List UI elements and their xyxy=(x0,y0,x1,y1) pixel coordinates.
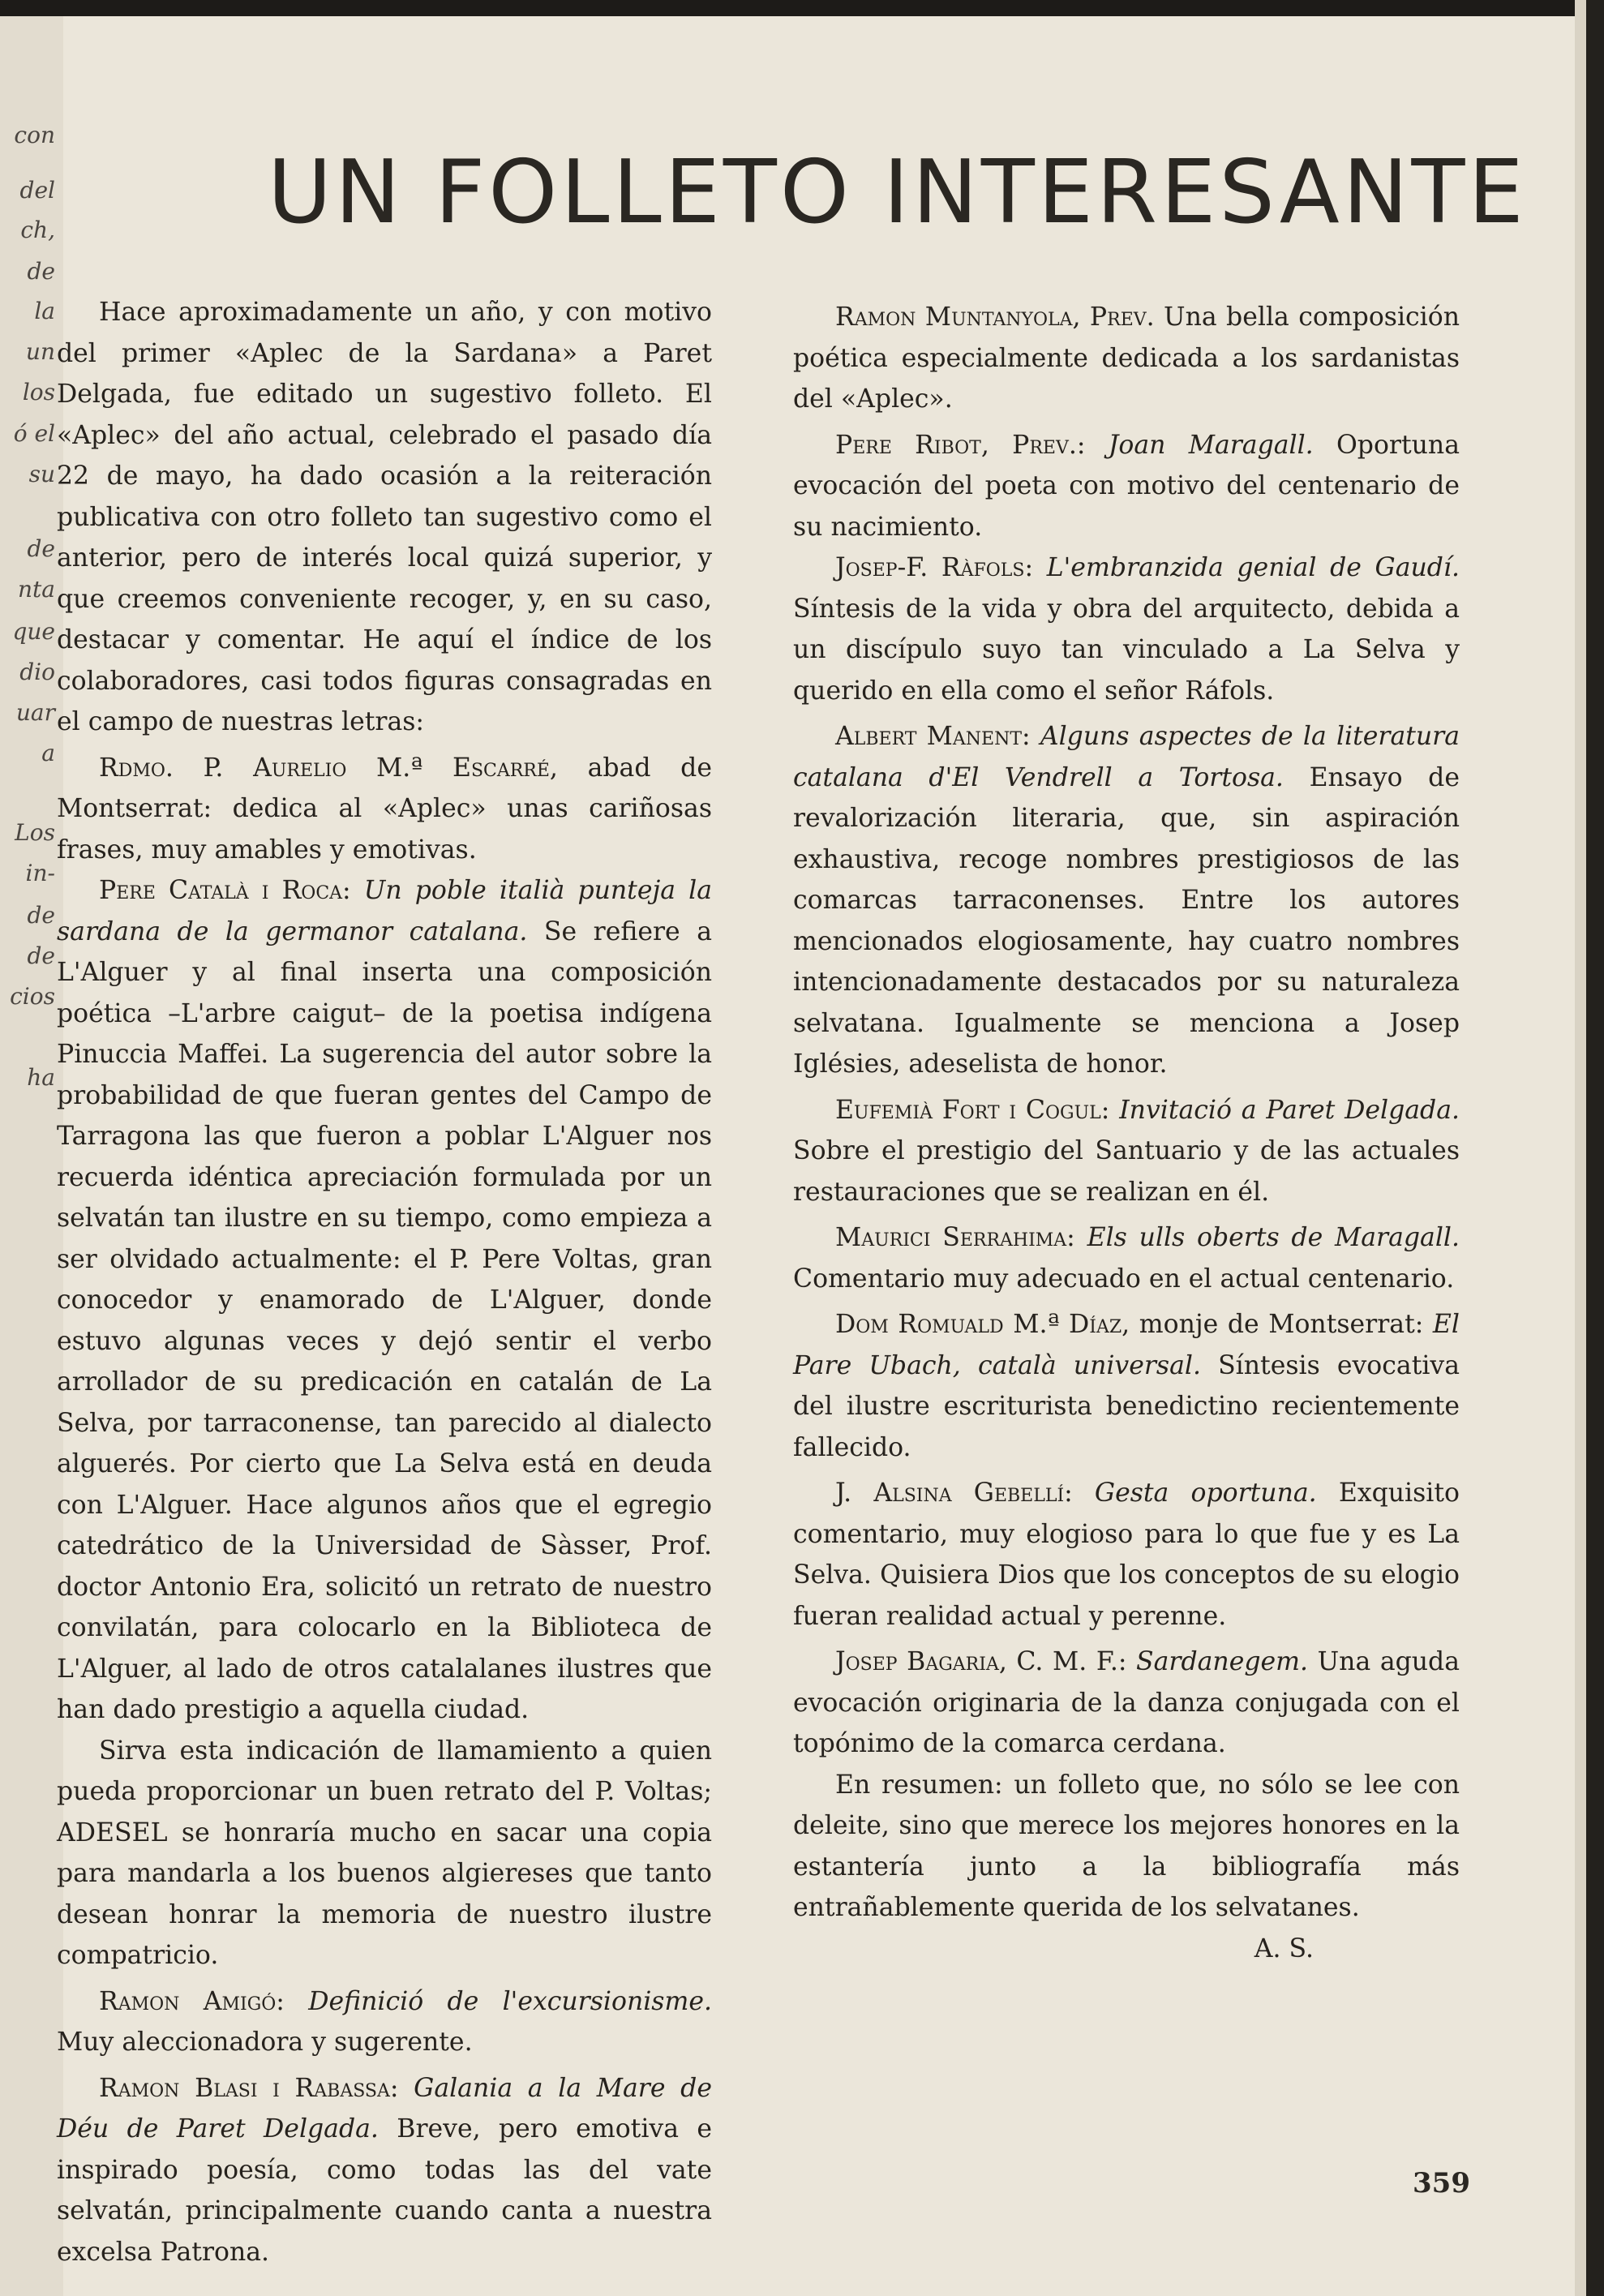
entry-rafols xyxy=(793,547,1460,711)
entry-text: monje de Montserrat: xyxy=(1130,1310,1433,1339)
entry-work: Gesta oportuna. xyxy=(1094,1478,1317,1508)
entry-author: Ramon Amigó: xyxy=(99,1986,285,2016)
entry-author: Dom Romuald M.ª Díaz, xyxy=(835,1310,1130,1339)
margin-fragment: de xyxy=(27,535,55,562)
margin-fragment: uar xyxy=(15,699,55,726)
margin-fragment: la xyxy=(34,298,55,324)
entry-text: Se refiere a L'Alguer y al final inserta una composición poética –L'arbre caigut– de la poetisa indígena Pinuccia Maffei. La sugerencia del autor sobre la probabilidad de que fueran gentes del Campo de Tarragona las que fueron a poblar L'Alguer nos recuerda idéntica apreciación formulada por un selvatán tan ilustre en su tiempo, como empieza a ser olvidado actualmente: el P. Pere Voltas, gran conocedor y enamorado de L'Alguer, donde estuvo algunas veces y dejó sentir el verbo arrollador de su predicación en catalán de La Selva, por tarraconense, tan parecido al dialecto alguerés. Por cierto que La Selva está en deuda con L'Alguer. Hace algunos años que el egregio catedrático de la Universidad de Sàsser, Prof. doctor Antonio Era, solicitó un retrato de nuestro convilatán, para colocarlo en la Biblioteca de L'Alguer, al lado de otros catalalanes ilustres que han dado prestigio a aquella ciudad. xyxy=(57,916,712,1724)
entry-author: Pere Català i Roca: xyxy=(99,876,351,905)
entry-author: Ramon Muntanyola, Prev. xyxy=(835,303,1155,332)
entry-author: J. Alsina Gebellí: xyxy=(835,1478,1073,1508)
margin-fragment: de xyxy=(27,902,55,929)
entry-serrahima xyxy=(793,1217,1460,1299)
margin-fragment: Los xyxy=(15,819,55,846)
entry-amigo xyxy=(57,1981,712,2063)
margin-fragment: con xyxy=(14,122,55,148)
entry-text: Comentario muy adecuado en el actual centenario. xyxy=(793,1264,1455,1294)
entry-text: Oportuna evocación del poeta con motivo del centenario de su nacimiento. xyxy=(793,430,1460,542)
margin-fragment: su xyxy=(28,461,55,487)
page-right-margin xyxy=(1575,0,1586,2296)
entry-text: Síntesis de la vida y obra del arquitecto, debida a un discípulo suyo tan vinculado a La Selva y querido en ella como el señor Ráfols. xyxy=(793,594,1460,706)
margin-fragment: del xyxy=(19,177,55,204)
margin-fragment: nta xyxy=(18,576,55,603)
entry-work: El Pare Ubach, català universal. xyxy=(793,1310,1460,1380)
entry-work: Joan Maragall. xyxy=(1108,430,1314,460)
entry-alsina xyxy=(793,1473,1460,1637)
scan-top-edge xyxy=(0,0,1604,16)
entry-text: abad de Montserrat: dedica al «Aplec» unas cariñosas frases, muy amables y emotivas. xyxy=(57,753,712,865)
left-column xyxy=(57,292,712,2272)
entry-bagaria xyxy=(793,1642,1460,1765)
margin-fragment: un xyxy=(25,338,55,365)
entry-text: Síntesis evocativa del ilustre escriturista benedictino recientemente fallecido. xyxy=(793,1350,1460,1462)
entry-text: Una aguda evocación originaria de la danza conjugada con el topónimo de la comarca cerdana. xyxy=(793,1647,1460,1758)
signature: A. S. xyxy=(1254,1933,1314,1963)
entry-author: Josep Bagaria, C. M. F.: xyxy=(835,1647,1127,1676)
entry-text: Sobre el prestigio del Santuario y de las actuales restauraciones que se realizan en él. xyxy=(793,1136,1460,1207)
margin-fragment: dio xyxy=(19,659,55,685)
entry-work: Un poble italià punteja la sardana de la germanor catalana. xyxy=(57,876,713,946)
margin-fragment: los xyxy=(22,379,55,406)
margin-fragment: a xyxy=(41,740,55,766)
entry-author: Albert Manent: xyxy=(835,722,1031,751)
article-title: UN FOLLETO INTERESANTE xyxy=(268,142,1527,243)
entry-work: Els ulls oberts de Maragall. xyxy=(1087,1223,1460,1252)
entry-author: Rdmo. P. Aurelio M.ª Escarré, xyxy=(99,753,558,783)
right-column xyxy=(793,292,1460,1969)
margin-fragment: que xyxy=(12,618,55,645)
entry-author: Pere Ribot, Prev.: xyxy=(835,430,1086,460)
entry-text: Ensayo de revalorización literaria, que, sin aspiración exhaustiva, recoge nombres prestigiosos de las comarcas tarraconenses. Entre los autores mencionados elogiosamente, hay cuatro nombres intencionadamente destacados por su naturaleza selvatana. Igualmente se menciona a Josep Iglésies, adeselista de honor. xyxy=(793,762,1460,1079)
entry-work: Galania a la Mare de Déu de Paret Delgada. xyxy=(57,2073,712,2144)
intro-paragraph: Hace aproximadamente un año, y con motivo del primer «Aplec de la Sardana» a Paret Delgada, fue editado un sugestivo folleto. El «Aplec» del año actual, celebrado el pasado día 22 de mayo, ha dado ocasión a la reiteración publicativa con otro folleto tan sugestivo como el anterior, pero de interés local quizá superior, y que creemos conveniente recoger, y, en su caso, destacar y comentar. He aquí el índice de los colaboradores, casi todos figuras consagradas en el campo de nuestras letras: xyxy=(57,298,712,736)
entry-diaz xyxy=(793,1304,1460,1468)
entry-text: Exquisito comentario, muy elogioso para lo que fue y es La Selva. Quisiera Dios que los conceptos de su elogio fueran realidad actual y perenne. xyxy=(793,1478,1460,1631)
margin-fragment: ha xyxy=(27,1064,55,1091)
entry-manent xyxy=(793,716,1460,1085)
margin-fragment: de xyxy=(27,942,55,969)
previous-page-margin xyxy=(0,16,63,2296)
entry-fort xyxy=(793,1090,1460,1213)
margin-fragment: ó el xyxy=(13,420,55,447)
entry-author: Josep-F. Ràfols: xyxy=(835,553,1034,582)
margin-fragment: cios xyxy=(10,983,55,1010)
entry-escarre xyxy=(57,748,712,871)
entry-author: Eufemià Fort i Cogul: xyxy=(835,1095,1110,1125)
scan-right-edge xyxy=(1586,0,1604,2296)
call-for-portrait: Sirva esta indicación de llamamiento a quien pueda proporcionar un buen retrato del P. Voltas; ADESEL se honraría mucho en sacar una copia para mandarla a los buenos algiereses que tanto desean honrar la memoria de nuestro ilustre compatricio. xyxy=(57,1736,712,1970)
entry-work: L'embranzida genial de Gaudí. xyxy=(1046,553,1460,582)
entry-work: Alguns aspectes de la literatura catalana d'El Vendrell a Tortosa. xyxy=(793,722,1460,792)
margin-fragment: ch, xyxy=(20,217,55,243)
entry-ribot xyxy=(793,425,1460,548)
entry-text: Breve, pero emotiva e inspirado poesía, como todas las del vate selvatán, principalmente cuando canta a nuestra excelsa Patrona. xyxy=(57,2114,712,2267)
entry-text: Una bella composición poética especialmente dedicada a los sardanistas del «Aplec». xyxy=(793,303,1460,414)
entry-work: Sardanegem. xyxy=(1136,1647,1309,1676)
page-number: 359 xyxy=(1413,2167,1470,2199)
entry-work: Invitació a Paret Delgada. xyxy=(1119,1095,1460,1125)
conclusion-paragraph: En resumen: un folleto que, no sólo se lee con deleite, sino que merece los mejores honores en la estantería junto a la bibliografía más entrañablemente querida de los selvatanes. xyxy=(793,1770,1460,1922)
entry-work: Definició de l'excursionisme. xyxy=(308,1986,712,2016)
margin-fragment: de xyxy=(27,258,55,285)
entry-author: Maurici Serrahima: xyxy=(835,1223,1075,1252)
entry-text: Muy aleccionadora y sugerente. xyxy=(57,2028,473,2057)
entry-author: Ramon Blasi i Rabassa: xyxy=(99,2073,399,2103)
entry-catala xyxy=(57,870,712,1731)
entry-blasi xyxy=(57,2068,712,2273)
margin-fragment: in- xyxy=(25,860,55,886)
entry-muntanyola xyxy=(793,297,1460,420)
